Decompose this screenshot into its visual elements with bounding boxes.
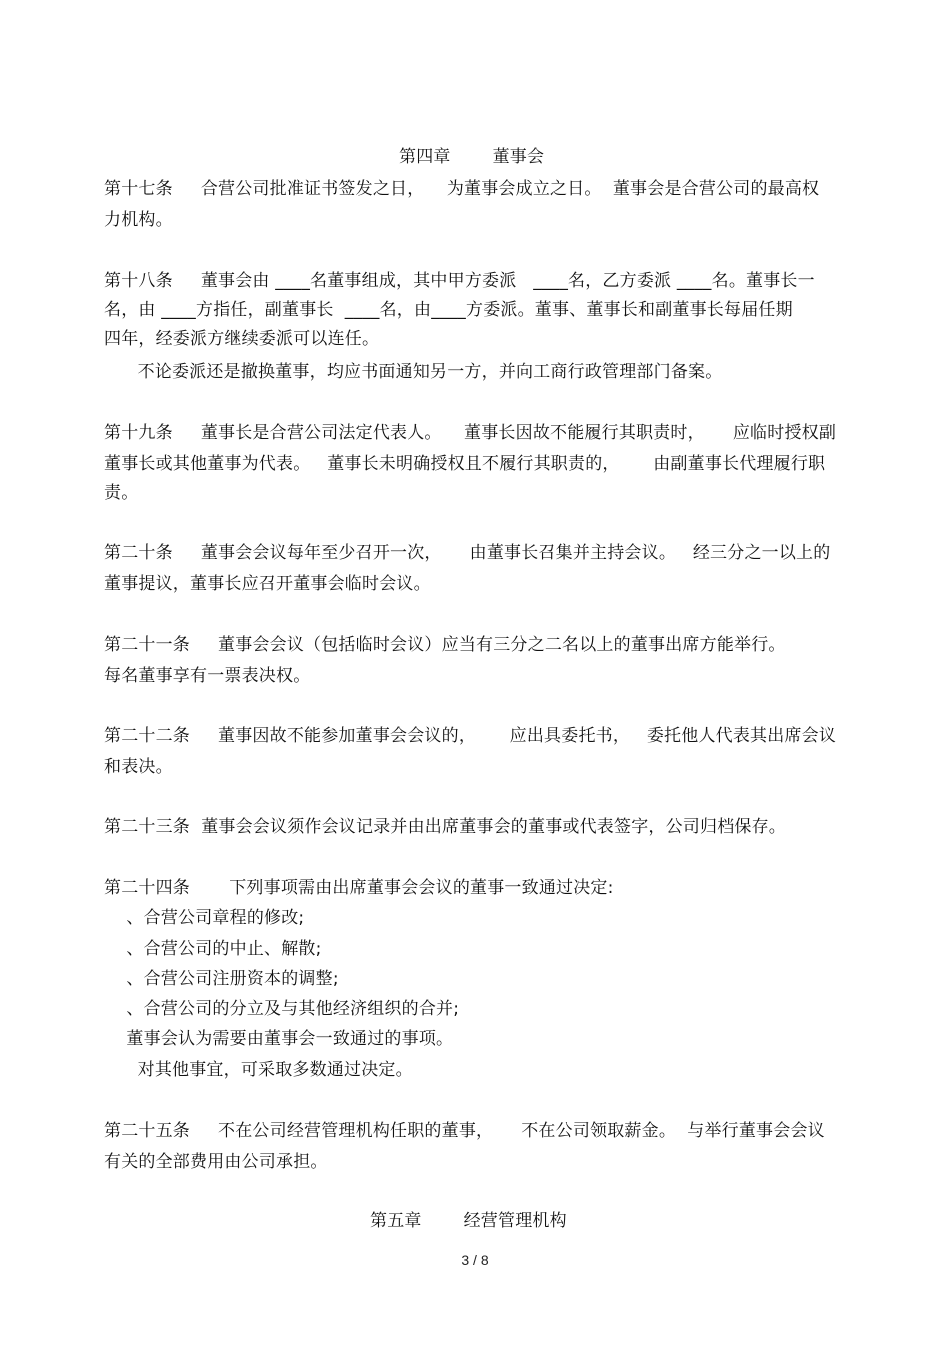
article-23-line-1: 第二十三条 董事会会议须作会议记录并由出席董事会的董事或代表签字，公司归档保存。 (104, 817, 787, 837)
chapter5-name: 经营管理机构 (463, 1211, 567, 1231)
article-24-item-1: 、合营公司章程的修改; (104, 908, 305, 928)
article-18-line-1: 第十八条 董事会由 ____名董事组成，其中甲方委派 ____名，乙方委派 ____名。董事长一 (104, 271, 815, 291)
article-20-line-2: 董事提议，董事长应召开董事会临时会议。 (104, 574, 431, 594)
article-18-line-2: 名，由 ____方指任，副董事长 ____名，由____方委派。董事、董事长和副董事长每届任期 (104, 300, 793, 320)
article-24-line-last: 对其他事宜，可采取多数通过决定。 (104, 1060, 413, 1080)
chapter4-title: 第四章 (399, 147, 451, 167)
article-25-line-2: 有关的全部费用由公司承担。 (104, 1152, 328, 1172)
article-21-line-1: 第二十一条 董事会会议（包括临时会议）应当有三分之二名以上的董事出席方能举行。 (104, 635, 786, 655)
article-24-item-4: 、合营公司的分立及与其他经济组织的合并; (104, 999, 460, 1019)
article-18-line-4: 不论委派还是撤换董事，均应书面通知另一方，并向工商行政管理部门备案。 (104, 362, 723, 382)
article-22-line-2: 和表决。 (104, 757, 173, 777)
article-24-item-2: 、合营公司的中止、解散; (104, 939, 322, 959)
article-19-line-3: 责。 (104, 483, 139, 503)
article-17-line-1: 第十七条 合营公司批准证书签发之日， 为董事会成立之日。 董事会是合营公司的最高权 (104, 179, 820, 199)
article-24-item-3: 、合营公司注册资本的调整; (104, 969, 339, 989)
article-24-item-5: 董事会认为需要由董事会一致通过的事项。 (104, 1029, 454, 1049)
article-25-line-1: 第二十五条 不在公司经营管理机构任职的董事， 不在公司领取薪金。 与举行董事会会议 (104, 1121, 825, 1141)
article-22-line-1: 第二十二条 董事因故不能参加董事会会议的， 应出具委托书， 委托他人代表其出席会议 (104, 726, 837, 746)
article-21-line-2: 每名董事享有一票表决权。 (104, 666, 311, 686)
chapter5-title: 第五章 (370, 1211, 422, 1231)
chapter5-heading (370, 1210, 567, 1232)
article-18-line-3: 四年，经委派方继续委派可以连任。 (104, 329, 380, 349)
article-19-line-1: 第十九条 董事长是合营公司法定代表人。 董事长因故不能履行其职责时， 应临时授权副 (104, 423, 837, 443)
page-number: 3 / 8 (461, 1252, 489, 1268)
chapter4-name: 董事会 (492, 147, 545, 167)
article-24-line-1: 第二十四条 下列事项需由出席董事会会议的董事一致通过决定: (104, 878, 614, 898)
article-17-line-2: 力机构。 (104, 210, 173, 230)
article-20-line-1: 第二十条 董事会会议每年至少召开一次， 由董事长召集并主持会议。 经三分之一以上的 (104, 543, 831, 563)
article-19-line-2: 董事长或其他董事为代表。 董事长未明确授权且不履行其职责的， 由副董事长代理履行职 (104, 454, 826, 474)
chapter4-heading (399, 146, 544, 168)
